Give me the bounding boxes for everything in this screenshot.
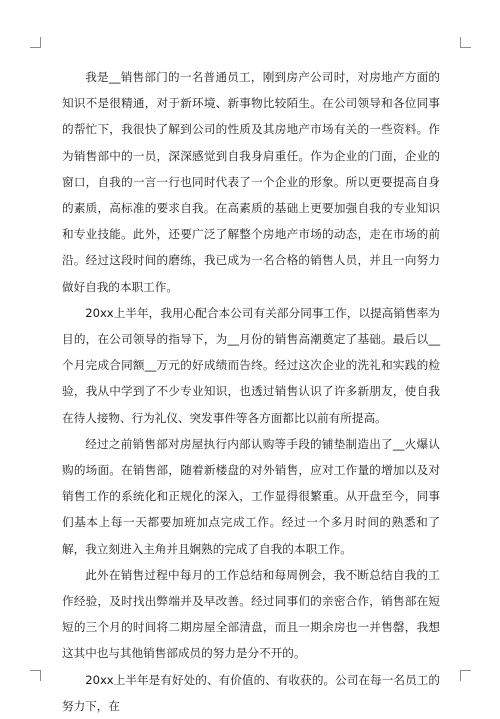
corner-mark-bottom-right xyxy=(460,670,471,681)
paragraph-2: 20xx上半年，我用心配合本公司有关部分同事工作，以提高销售率为目的，在公司领导的指导下，为__月份的销售高潮奠定了基础。最后以__个月完成合同额__万元的好成绩而告终。经过这次企业的洗礼和实践的检验，我从中学到了不少专业知识，也透过销售认识了许多新朋友，使自我在待人接物、行为礼仪、突发事件等各方面都比以前有所提高。 xyxy=(62,305,440,425)
document-body xyxy=(62,64,440,719)
paragraph-4: 此外在销售过程中每月的工作总结和每周例会，我不断总结自我的工作经验，及时找出弊端并及早改善。经过同事们的亲密合作，销售部在短短的三个月的时间将二期房屋全部清盘，而且一期余房也一并售罄，我想这其中也与其他销售部成员的努力是分不开的。 xyxy=(62,567,440,661)
corner-mark-bottom-left xyxy=(30,670,41,681)
paragraph-3: 经过之前销售部对房屋执行内部认购等手段的铺垫制造出了__火爆认购的场面。在销售部，随着新楼盘的对外销售，应对工作量的增加以及对销售工作的系统化和正规化的深入，工作显得很繁重。从开盘至今，同事们基本上每一天都要加班加点完成工作。经过一个多月时间的熟悉和了解，我立刻进入主角并且娴熟的完成了自我的本职工作。 xyxy=(62,436,440,556)
corner-mark-top-left xyxy=(30,37,41,48)
paragraph-5: 20xx上半年是有好处的、有价值的、有收获的。公司在每一名员工的努力下，在 xyxy=(62,672,440,713)
corner-mark-top-right xyxy=(460,37,471,48)
paragraph-1: 我是__销售部门的一名普通员工，刚到房产公司时，对房地产方面的知识不是很精通，对于新环境、新事物比较陌生。在公司领导和各位同事的帮忙下，我很快了解到公司的性质及其房地产市场有关的一些资料。作为销售部中的一员，深深感觉到自我身肩重任。作为企业的门面，企业的窗口，自我的一言一行也同时代表了一个企业的形象。所以更要提高自身的素质，高标准的要求自我。在高素质的基础上更要加强自我的专业知识和专业技能。此外，还要广泛了解整个房地产市场的动态，走在市场的前沿。经过这段时间的磨练，我已成为一名合格的销售人员，并且一向努力做好自我的本职工作。 xyxy=(62,70,440,294)
